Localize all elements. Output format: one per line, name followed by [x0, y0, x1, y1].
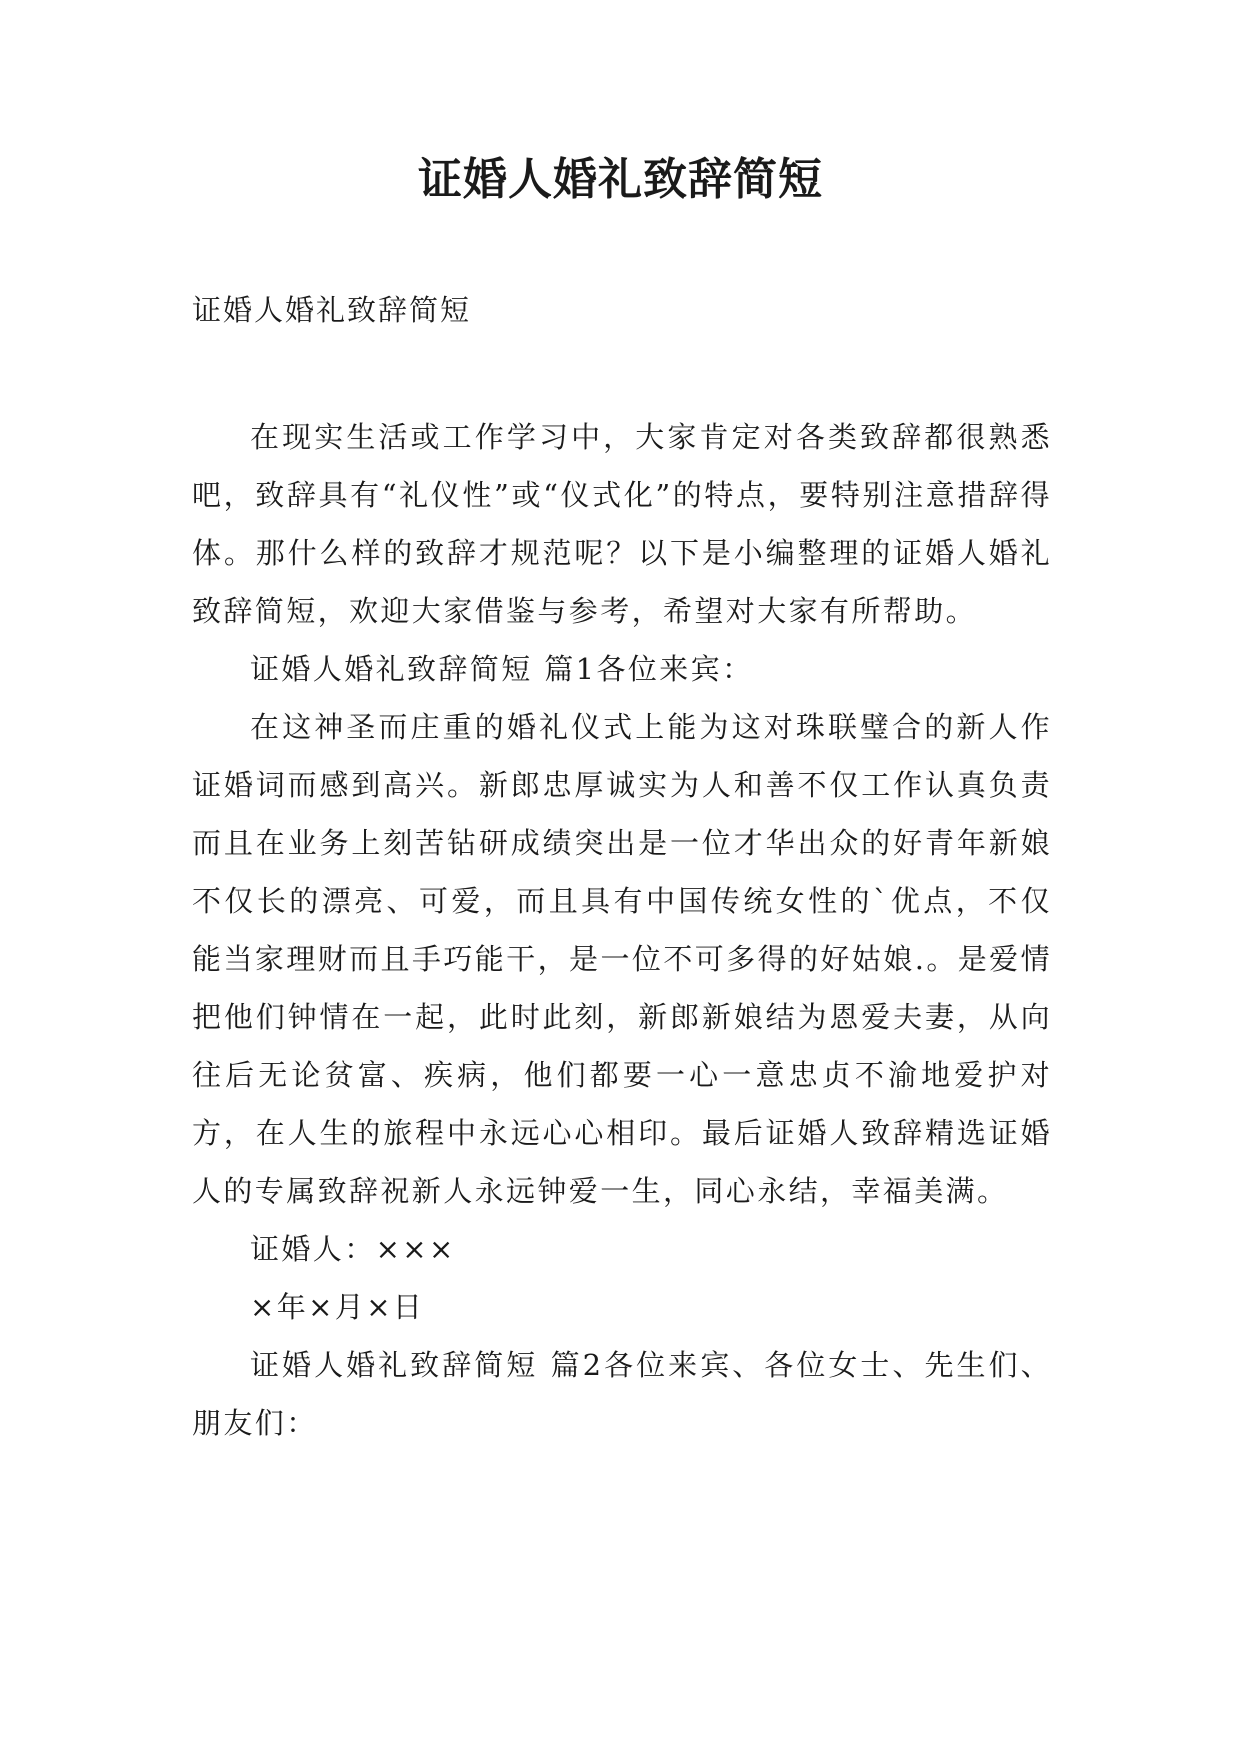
section-heading-1: 证婚人婚礼致辞简短 篇1各位来宾：	[250, 652, 754, 686]
document-title: 证婚人婚礼致辞简短	[418, 154, 823, 205]
section-heading-2: 证婚人婚礼致辞简短 篇2各位来宾、各位女士、先生们、朋友们：	[192, 1348, 1052, 1440]
document-body	[192, 408, 1052, 1452]
intro-paragraph: 在现实生活或工作学习中，大家肯定对各类致辞都很熟悉吧，致辞具有“礼仪性”或“仪式化”的特点，要特别注意措辞得体。那什么样的致辞才规范呢？以下是小编整理的证婚人婚礼致辞简短，欢迎大家借鉴与参考，希望对大家有所帮助。	[192, 420, 1052, 628]
document-subtitle: 证婚人婚礼致辞简短	[192, 293, 472, 327]
signature-line: 证婚人：×××	[250, 1232, 456, 1266]
speech-paragraph-1: 在这神圣而庄重的婚礼仪式上能为这对珠联璧合的新人作证婚词而感到高兴。新郎忠厚诚实为人和善不仅工作认真负责而且在业务上刻苦钻研成绩突出是一位才华出众的好青年新娘不仅长的漂亮、可爱，而且具有中国传统女性的`优点，不仅能当家理财而且手巧能干，是一位不可多得的好姑娘.。是爱情把他们钟情在一起，此时此刻，新郎新娘结为恩爱夫妻，从向往后无论贫富、疾病，他们都要一心一意忠贞不渝地爱护对方，在人生的旅程中永远心心相印。最后证婚人致辞精选证婚人的专属致辞祝新人永远钟爱一生，同心永结，幸福美满。	[192, 710, 1052, 1208]
date-line: ×年×月×日	[250, 1290, 425, 1324]
